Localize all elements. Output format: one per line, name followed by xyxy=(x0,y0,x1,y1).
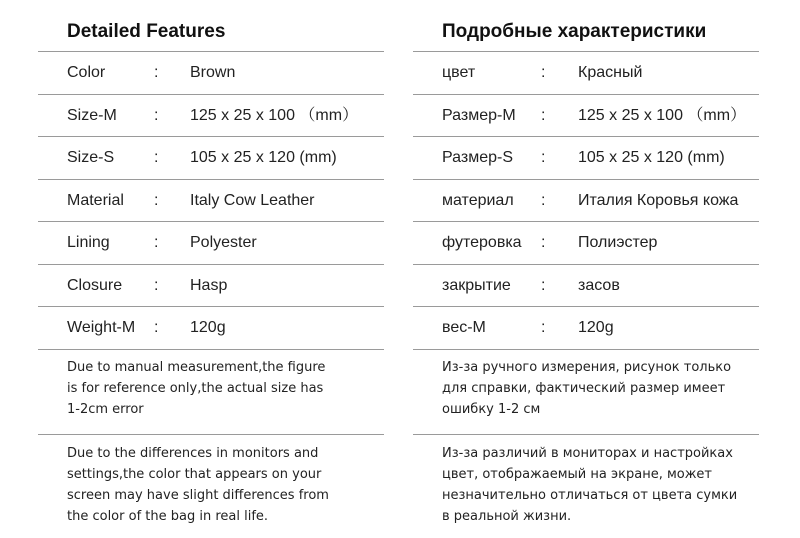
features-column-english xyxy=(38,0,384,527)
features-table xyxy=(38,51,384,350)
feature-value: засов xyxy=(578,276,620,294)
feature-value: Italy Cow Leather xyxy=(190,191,315,209)
feature-row-closure xyxy=(413,265,759,308)
feature-label: Размер-S xyxy=(442,149,513,166)
feature-label: закрытие xyxy=(442,276,511,294)
features-column-russian xyxy=(413,0,759,527)
note-line: цвет, отображаемый на экране, может xyxy=(442,466,712,482)
feature-label: Weight-M xyxy=(67,319,136,336)
separator-colon: : xyxy=(154,191,159,209)
feature-value: 105 x 25 x 120 (mm) xyxy=(578,149,725,166)
feature-row-weight-m xyxy=(38,307,384,350)
feature-label: Размер-M xyxy=(442,106,516,124)
feature-label: Lining xyxy=(67,234,110,251)
feature-row-color xyxy=(413,52,759,95)
feature-value: Полиэстер xyxy=(578,234,658,251)
feature-value: 125 x 25 x 100 （mm） xyxy=(578,106,747,124)
separator-colon: : xyxy=(541,149,546,166)
separator-colon: : xyxy=(541,64,546,81)
note-line: the color of the bag in real life. xyxy=(67,508,269,524)
feature-row-lining xyxy=(38,222,384,265)
color-note xyxy=(38,435,384,527)
feature-label: Color xyxy=(67,64,106,81)
feature-row-material xyxy=(38,180,384,223)
separator-colon: : xyxy=(541,234,546,251)
feature-value: 120g xyxy=(190,319,226,336)
feature-row-weight-m xyxy=(413,307,759,350)
note-line: Due to the differences in monitors and xyxy=(67,445,319,461)
feature-label: футеровка xyxy=(442,234,522,251)
note-line: незначительно отличаться от цвета сумки xyxy=(442,487,738,503)
feature-label: Closure xyxy=(67,276,123,294)
feature-row-material xyxy=(413,180,759,223)
note-line: ошибку 1-2 см xyxy=(442,401,541,417)
feature-label: вес-M xyxy=(442,319,486,336)
separator-colon: : xyxy=(541,106,546,124)
separator-colon: : xyxy=(541,319,546,336)
measurement-note xyxy=(413,350,759,435)
feature-label: цвет xyxy=(442,64,476,81)
feature-value: 125 x 25 x 100 （mm） xyxy=(190,106,359,124)
feature-row-size-s xyxy=(38,137,384,180)
feature-row-lining xyxy=(413,222,759,265)
separator-colon: : xyxy=(154,106,159,124)
note-line: для справки, фактический размер имеет xyxy=(442,380,726,396)
feature-value: 120g xyxy=(578,319,614,336)
feature-row-color xyxy=(38,52,384,95)
separator-colon: : xyxy=(541,191,546,209)
feature-label: материал xyxy=(442,191,514,209)
measurement-note xyxy=(38,350,384,435)
separator-colon: : xyxy=(154,234,159,251)
separator-colon: : xyxy=(154,276,159,294)
note-line: screen may have slight differences from xyxy=(67,487,329,503)
feature-value: Италия Коровья кожа xyxy=(578,191,739,209)
note-line: settings,the color that appears on your xyxy=(67,466,322,482)
features-table xyxy=(413,51,759,350)
feature-value: Polyester xyxy=(190,234,257,251)
feature-value: 105 x 25 x 120 (mm) xyxy=(190,149,337,166)
color-note xyxy=(413,435,759,527)
feature-row-size-s xyxy=(413,137,759,180)
separator-colon: : xyxy=(154,149,159,166)
feature-row-size-m xyxy=(38,95,384,138)
section-title: Подробные характеристики xyxy=(442,21,707,42)
note-line: is for reference only,the actual size has xyxy=(67,380,324,396)
feature-row-size-m xyxy=(413,95,759,138)
feature-value: Hasp xyxy=(190,276,228,294)
feature-value: Brown xyxy=(190,64,236,81)
feature-value: Красный xyxy=(578,64,643,81)
feature-label: Material xyxy=(67,191,124,209)
section-title: Detailed Features xyxy=(67,21,226,42)
separator-colon: : xyxy=(154,64,159,81)
separator-colon: : xyxy=(154,319,159,336)
feature-row-closure xyxy=(38,265,384,308)
note-line: 1-2cm error xyxy=(67,401,144,417)
note-line: Из-за различий в мониторах и настройках xyxy=(442,445,733,461)
note-line: Due to manual measurement,the figure xyxy=(67,359,326,375)
feature-label: Size-S xyxy=(67,149,115,166)
feature-label: Size-M xyxy=(67,106,117,124)
separator-colon: : xyxy=(541,276,546,294)
note-line: Из-за ручного измерения, рисунок только xyxy=(442,359,732,375)
note-line: в реальной жизни. xyxy=(442,508,572,524)
